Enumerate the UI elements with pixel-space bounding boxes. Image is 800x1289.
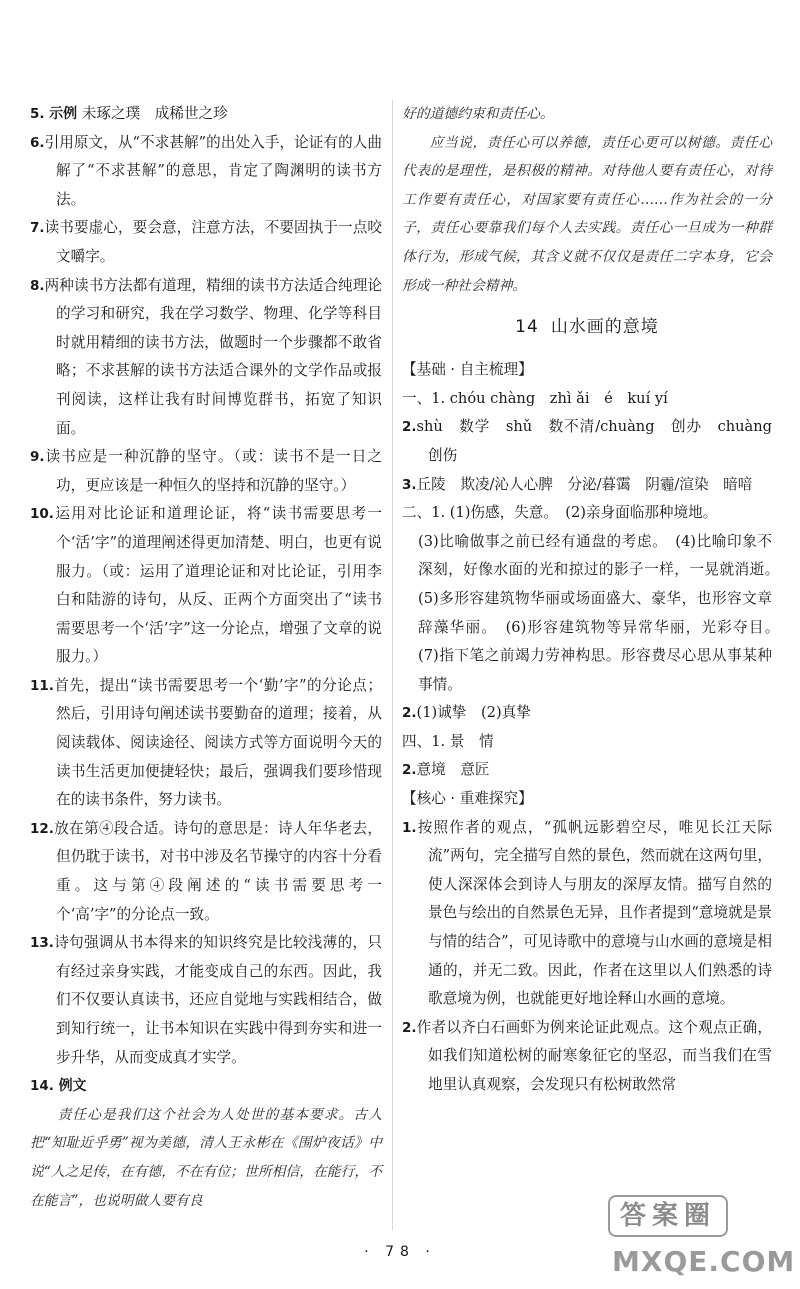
right-column [402, 100, 787, 1100]
watermark [608, 1195, 798, 1289]
basics-q1: 一、1. chóu chàng zhì ǎi é kuí yí [402, 389, 668, 407]
answer-10: 10.运用对比论证和道理论证，将“读书需要思考一个‘活’字”的道理阐述得更加清楚、明白，也更有说服力。（或：运用了道理论证和对比论证，引用李白和陆游的诗句，从反、正两个方面突出了“读书需要思考一个‘活’字”这一分论点，增强了文章的说服力。） [30, 505, 382, 666]
column-divider [392, 100, 393, 1230]
answer-5: 5. 示例 未琢之璞 成稀世之珍 [30, 105, 228, 122]
watermark-url: MXQE.COM [612, 1245, 796, 1278]
answer-9: 9.读书应是一种沉静的坚守。（或：读书不是一日之功，更应该是一种恒久的坚持和沉静的坚守。） [30, 448, 382, 494]
core-q2: 2.作者以齐白石画虾为例来论证此观点。这个观点正确，如我们知道松树的耐寒象征它的坚忍，而当我们在雪地里认真观察，会发现只有松树敢然常 [402, 1018, 772, 1093]
answer-13: 13.诗句强调从书本得来的知识终究是比较浅薄的，只有经过亲身实践，才能变成自己的东西。因此，我们不仅要认真读书，还应自觉地与实践相结合，做到知行统一，让书本知识在实践中得到夯实和进一步升华，从而变成真才实学。 [30, 934, 382, 1066]
answer-7: 7.读书要虚心，要会意，注意方法，不要固执于一点咬文嚼字。 [30, 219, 382, 265]
part4-q1: 四、1. 景 情 [402, 732, 494, 750]
basics-q3: 3.丘陵 欺凌/沁人心脾 分泌/暮霭 阴霾/渲染 暗喑 [402, 475, 753, 493]
core-q1: 1.按照作者的观点，“孤帆远影碧空尽，唯见长江天际流”两句，完全描写自然的景色，然而就在这两句里，使人深深体会到诗人与朋友的深厚友情。描写自然的景色与绘出的自然景色无异，且作者提到“意境就是景与情的结合”，可见诗歌中的意境与山水画的意境是相通的，并无二致。因此，作者在这里以人们熟悉的诗歌意境为例，也就能更好地诠释山水画的意境。 [402, 818, 772, 1008]
lesson-number: 14 [515, 317, 539, 338]
lesson-title [402, 310, 772, 344]
basics-q2: 2.shù 数学 shǔ 数不清/chuàng 创办 chuàng 创伤 [402, 418, 787, 464]
left-column [30, 100, 382, 1215]
answer-12: 12.放在第④段合适。诗句的意思是：诗人年华老去，但仍耽于读书，对书中涉及名节操守的内容十分看重。这与第④段阐述的“读书需要思考一个‘高’字”的分论点一致。 [30, 819, 382, 923]
section-heading-core: 【核心 · 重难探究】 [402, 790, 533, 808]
essay-paragraph-1: 责任心是我们这个社会为人处世的基本要求。古人把“知耻近乎勇”视为美德，清人王永彬在《围炉夜话》中说“人之足传，在有德，不在有位；世所相信，在能行，不在能言”，也说明做人要有良 [30, 1106, 382, 1209]
part4-q2: 2.意境 意匠 [402, 761, 490, 779]
part2-q1-intro: 二、1. (1)伤感，失意。 (2)亲身面临那种境地。 [402, 504, 718, 522]
lesson-name: 山水画的意境 [550, 317, 659, 338]
page-number: · 78 · [364, 1244, 436, 1260]
part2-q2: 2.(1)诚挚 (2)真挚 [402, 704, 531, 722]
answer-14: 14. 例文 [30, 1078, 87, 1095]
answer-11: 11.首先，提出“读书需要思考一个‘勤’字”的分论点；然后，引用诗句阐述读书要勤奋的道理；接着，从阅读载体、阅读途径、阅读方式等方面说明今天的读书生活更加便捷轻快；最后，强调我们要珍惜现在的读书条件，努力读书。 [30, 676, 382, 809]
answer-6: 6.引用原文，从“不求甚解”的出处入手，论证有的人曲解了“不求甚解”的意思，肯定了陶渊明的读书方法。 [30, 133, 382, 208]
section-heading-basics: 【基础 · 自主梳理】 [402, 361, 533, 379]
essay-paragraph-2: 应当说，责任心可以养德，责任心更可以树德。责任心代表的是理性，是积极的精神。对待他人要有责任心，对待工作要有责任心，对国家要有责任心……作为社会的一分子，责任心要靠我们每个人去实践。责任心一旦成为一种群体行为，形成气候，其含义就不仅仅是责任二字本身，它会形成一种社会精神。 [402, 134, 772, 294]
part2-q1-rest: (3)比喻做事之前已经有通盘的考虑。 (4)比喻印象不深刻，好像水面的光和掠过的影子一样，一晃就消逝。 (5)多形容建筑物华丽或场面盛大、豪华，也形容文章辞藻华丽。 (6)形容建筑物等异常华丽，光彩夺目。 (7)指下笔之前竭力劳神构思。形容费尽心思从事某种事情。 [418, 532, 787, 693]
essay-paragraph-1-continued: 好的道德约束和责任心。 [402, 106, 554, 122]
answer-8: 8.两种读书方法都有道理，精细的读书方法适合纯理论的学习和研究，我在学习数学、物理、化学等科目时就用精细的读书方法，做题时一个步骤都不敢省略；不求甚解的读书方法适合课外的文学作品或报刊阅读，这样让我有时间博览群书，拓宽了知识面。 [30, 276, 382, 437]
watermark-logo: 答案圈 [608, 1195, 728, 1237]
